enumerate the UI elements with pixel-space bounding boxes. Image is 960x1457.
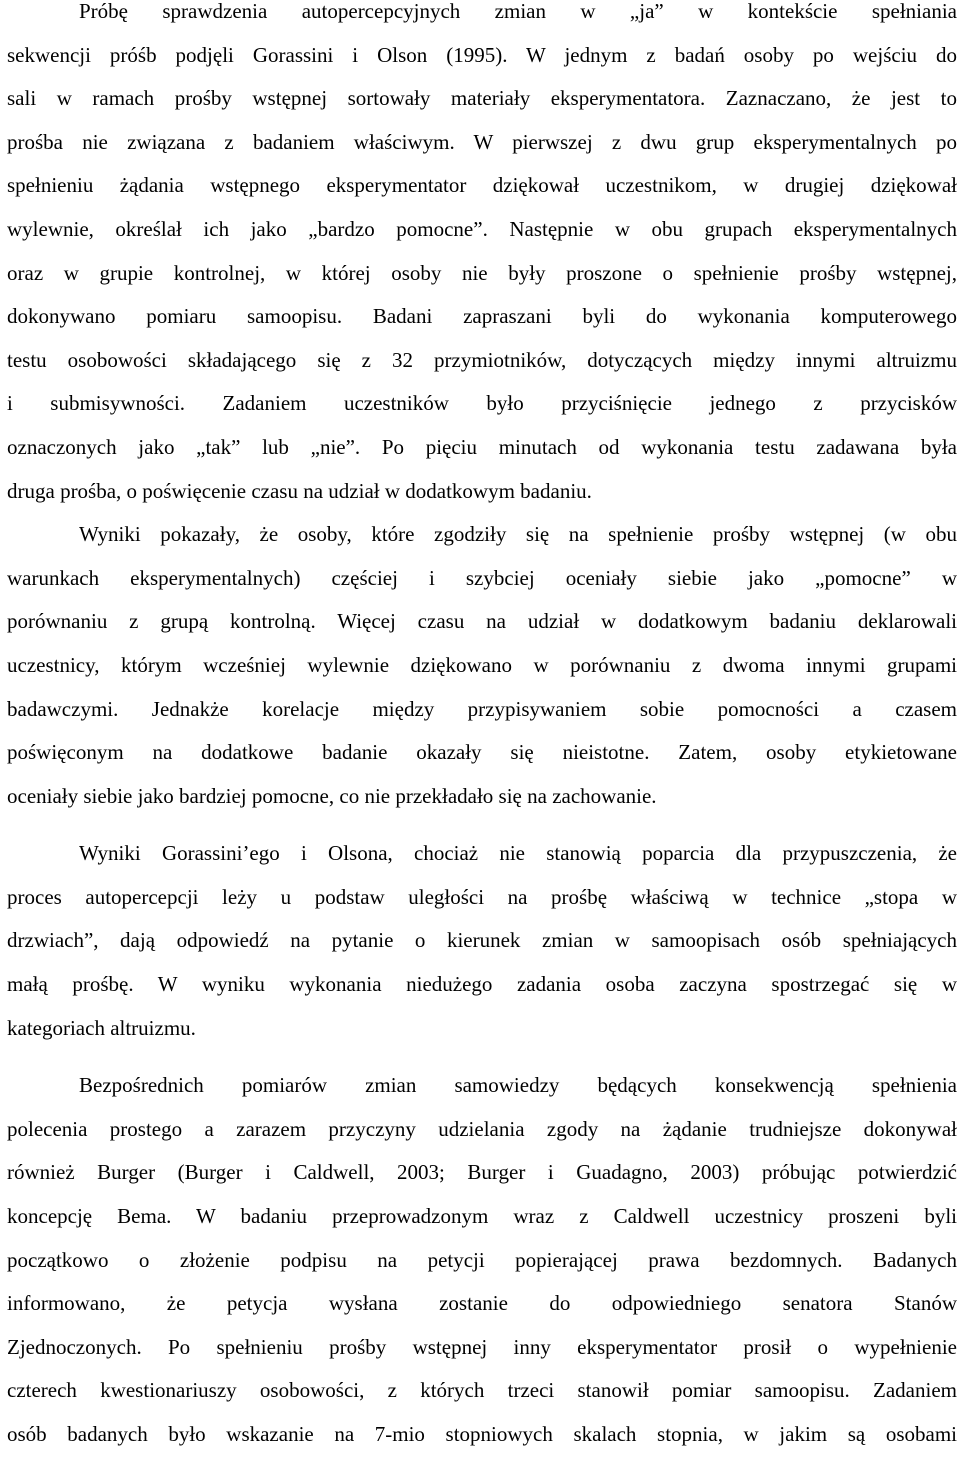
paragraph-line: informowano, że petycja wysłana zostanie do odpowiedniego senatora Stanów — [7, 1291, 957, 1316]
paragraph-line: czterech kwestionariuszy osobowości, z których trzeci stanowił pomiar samoopisu. Zadaniem — [7, 1378, 957, 1403]
paragraph-line: prośba nie związana z badaniem właściwym. W pierwszej z dwu grup eksperymentalnych po — [7, 129, 957, 154]
paragraph-line: spełnieniu żądania wstępnego eksperymentator dziękował uczestnikom, w drugiej dziękował — [7, 173, 957, 198]
paragraph-line: kategoriach altruizmu. — [7, 1015, 196, 1040]
paragraph-1 — [7, 0, 957, 513]
paragraph-line: warunkach eksperymentalnych) częściej i szybciej oceniały siebie jako „pomocne” w — [7, 565, 957, 590]
paragraph-line: Próbę sprawdzenia autopercepcyjnych zmian w „ja” w kontekście spełniania — [79, 0, 957, 23]
paragraph-line: sali w ramach prośby wstępnej sortowały materiały eksperymentatora. Zaznaczano, że jest to — [7, 86, 957, 111]
paragraph-4 — [7, 1064, 957, 1456]
paragraph-line: polecenia prostego a zarazem przyczyny udzielania zgody na żądanie trudniejsze dokonywał — [7, 1116, 957, 1141]
paragraph-line: dokonywano pomiaru samoopisu. Badani zapraszani byli do wykonania komputerowego — [7, 304, 957, 329]
document-page — [7, 0, 957, 1457]
paragraph-spacer — [7, 818, 957, 832]
paragraph-2 — [7, 513, 957, 818]
paragraph-line: Bezpośrednich pomiarów zmian samowiedzy będących konsekwencją spełnienia — [79, 1073, 957, 1098]
paragraph-line: oceniały siebie jako bardziej pomocne, co nie przekładało się na zachowanie. — [7, 783, 657, 808]
paragraph-line: proces autopercepcji leży u podstaw uległości na prośbę właściwą w technice „stopa w — [7, 884, 957, 909]
paragraph-line: wylewnie, określał ich jako „bardzo pomocne”. Następnie w obu grupach eksperymentalnych — [7, 216, 957, 241]
paragraph-line: drzwiach”, dają odpowiedź na pytanie o kierunek zmian w samoopisach osób spełniających — [7, 928, 957, 953]
paragraph-line: Wyniki pokazały, że osoby, które zgodziły się na spełnienie prośby wstępnej (w obu — [79, 522, 957, 547]
paragraph-line: osób badanych było wskazanie na 7-mio stopniowych skalach stopnia, w jakim są osobami — [7, 1422, 957, 1446]
paragraph-spacer — [7, 1050, 957, 1064]
paragraph-line: badawczymi. Jednakże korelacje między przypisywaniem sobie pomocności a czasem — [7, 696, 957, 721]
paragraph-line: druga prośba, o poświęcenie czasu na udział w dodatkowym badaniu. — [7, 478, 592, 503]
paragraph-line: również Burger (Burger i Caldwell, 2003; Burger i Guadagno, 2003) próbując potwierdzić — [7, 1160, 957, 1185]
paragraph-line: testu osobowości składającego się z 32 przymiotników, dotyczących między innymi altruizmu — [7, 347, 957, 372]
paragraph-3 — [7, 832, 957, 1050]
paragraph-line: uczestnicy, którym wcześniej wylewnie dziękowano w porównaniu z dwoma innymi grupami — [7, 652, 957, 677]
paragraph-line: i submisywności. Zadaniem uczestników było przyciśnięcie jednego z przycisków — [7, 391, 957, 416]
paragraph-line: początkowo o złożenie podpisu na petycji popierającej prawa bezdomnych. Badanych — [7, 1247, 957, 1272]
paragraph-line: małą prośbę. W wyniku wykonania niedużego zadania osoba zaczyna spostrzegać się w — [7, 972, 957, 997]
paragraph-line: oraz w grupie kontrolnej, w której osoby nie były proszone o spełnienie prośby wstępnej, — [7, 260, 957, 285]
paragraph-line: poświęconym na dodatkowe badanie okazały się nieistotne. Zatem, osoby etykietowane — [7, 740, 957, 765]
paragraph-line: Wyniki Gorassini’ego i Olsona, chociaż nie stanowią poparcia dla przypuszczenia, że — [79, 841, 957, 866]
paragraph-line: koncepcję Bema. W badaniu przeprowadzonym wraz z Caldwell uczestnicy proszeni byli — [7, 1204, 957, 1229]
paragraph-line: Zjednoczonych. Po spełnieniu prośby wstępnej inny eksperymentator prosił o wypełnienie — [7, 1334, 957, 1359]
paragraph-line: sekwencji próśb podjęli Gorassini i Olson (1995). W jednym z badań osoby po wejściu do — [7, 42, 957, 67]
paragraph-line: porównaniu z grupą kontrolną. Więcej czasu na udział w dodatkowym badaniu deklarowali — [7, 609, 957, 634]
paragraph-line: oznaczonych jako „tak” lub „nie”. Po pięciu minutach od wykonania testu zadawana była — [7, 434, 957, 459]
